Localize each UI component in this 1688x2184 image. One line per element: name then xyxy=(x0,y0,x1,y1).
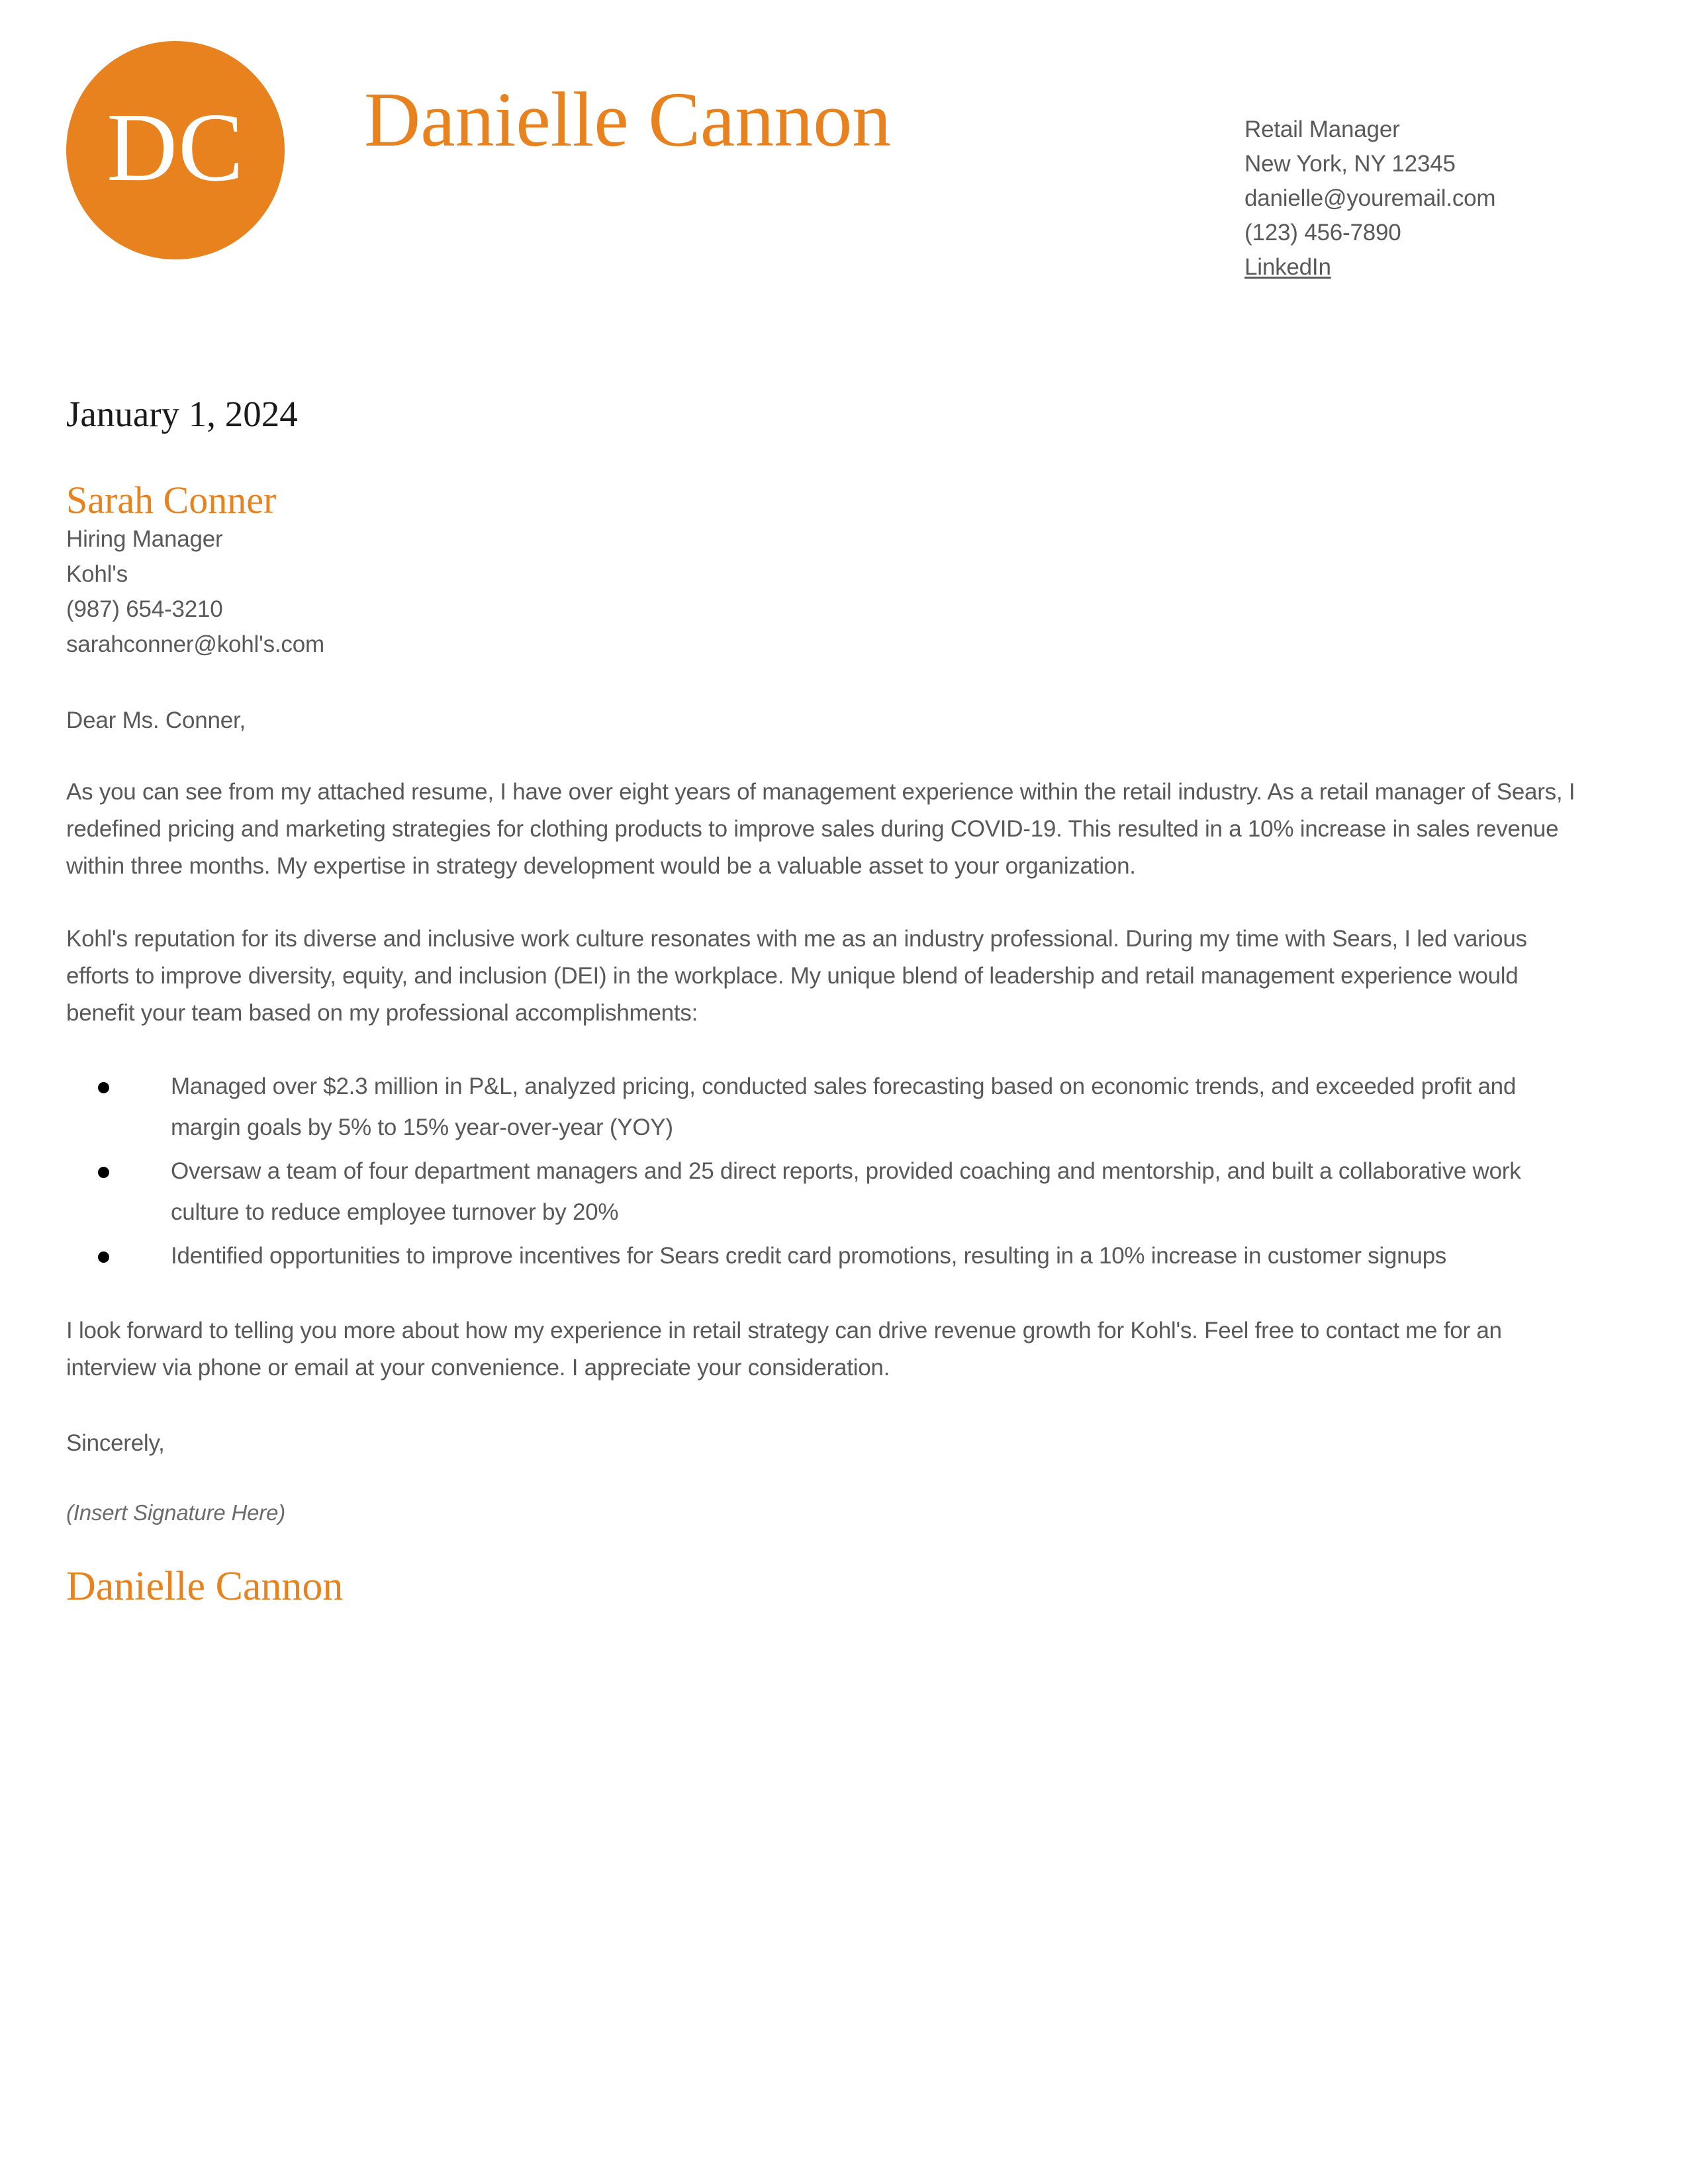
recipient-name: Sarah Conner xyxy=(66,478,277,522)
list-item xyxy=(66,1066,1589,1148)
recipient-email[interactable]: sarahconner@kohl's.com xyxy=(66,631,324,657)
signature-placeholder: (Insert Signature Here) xyxy=(66,1500,286,1525)
closing-paragraph: I look forward to telling you more about how my experience in retail strategy can drive revenue growth for Kohl's. Feel free to contact me for an interview via phone or email at your convenience. I appreciate your consideration. xyxy=(66,1317,1502,1381)
sender-linkedin-link[interactable]: LinkedIn xyxy=(1244,254,1331,280)
letter-header xyxy=(0,0,1688,278)
recipient-title: Hiring Manager xyxy=(66,525,223,552)
sender-phone: (123) 456-7890 xyxy=(1244,220,1401,246)
bullet-dot-icon xyxy=(98,1167,109,1178)
accomplishment-text: Identified opportunities to improve incentives for Sears credit card promotions, resulting in a 10% increase in customer signups xyxy=(171,1242,1447,1269)
sender-job-title: Retail Manager xyxy=(1244,116,1400,142)
body-paragraph-1: As you can see from my attached resume, I have over eight years of management experience within the retail industry. As a retail manager of Sears, I redefined pricing and marketing strategies for clothing products to improve sales during COVID-19. This resulted in a 10% increase in sales revenue within three months. My expertise in strategy development would be a valuable asset to your organization. xyxy=(66,778,1575,879)
bullet-dot-icon xyxy=(98,1082,109,1093)
sender-name-block xyxy=(285,41,1244,259)
monogram-initials: DC xyxy=(107,93,244,202)
recipient-company: Kohl's xyxy=(66,561,128,587)
bullet-dot-icon xyxy=(98,1251,109,1263)
letter-date: January 1, 2024 xyxy=(66,394,298,434)
sender-email[interactable]: danielle@youremail.com xyxy=(1244,185,1496,211)
letter-body xyxy=(0,396,1688,1608)
recipient-block xyxy=(66,480,1589,662)
signature-name: Danielle Cannon xyxy=(66,1563,344,1609)
accomplishment-text: Oversaw a team of four department managers and 25 direct reports, provided coaching and mentorship, and built a collaborative work culture to reduce employee turnover by 20% xyxy=(171,1158,1521,1225)
recipient-phone: (987) 654-3210 xyxy=(66,596,223,622)
salutation: Dear Ms. Conner, xyxy=(66,707,246,733)
list-item xyxy=(66,1236,1589,1277)
accomplishments-list xyxy=(66,1066,1589,1277)
sender-contact-block xyxy=(1244,41,1589,285)
monogram-avatar xyxy=(66,41,285,259)
accomplishment-text: Managed over $2.3 million in P&L, analyzed pricing, conducted sales forecasting based on economic trends, and exceeded profit and margin goals by 5% to 15% year-over-year (YOY) xyxy=(171,1073,1517,1140)
sign-off: Sincerely, xyxy=(66,1430,165,1456)
sender-full-name: Danielle Cannon xyxy=(364,76,892,163)
list-item xyxy=(66,1151,1589,1233)
body-paragraph-2: Kohl's reputation for its diverse and inclusive work culture resonates with me as an industry professional. During my time with Sears, I led various efforts to improve diversity, equity, and inclusion (DEI) in the workplace. My unique blend of leadership and retail management experience would benefit your team based on my professional accomplishments: xyxy=(66,925,1527,1026)
sender-location: New York, NY 12345 xyxy=(1244,151,1456,177)
